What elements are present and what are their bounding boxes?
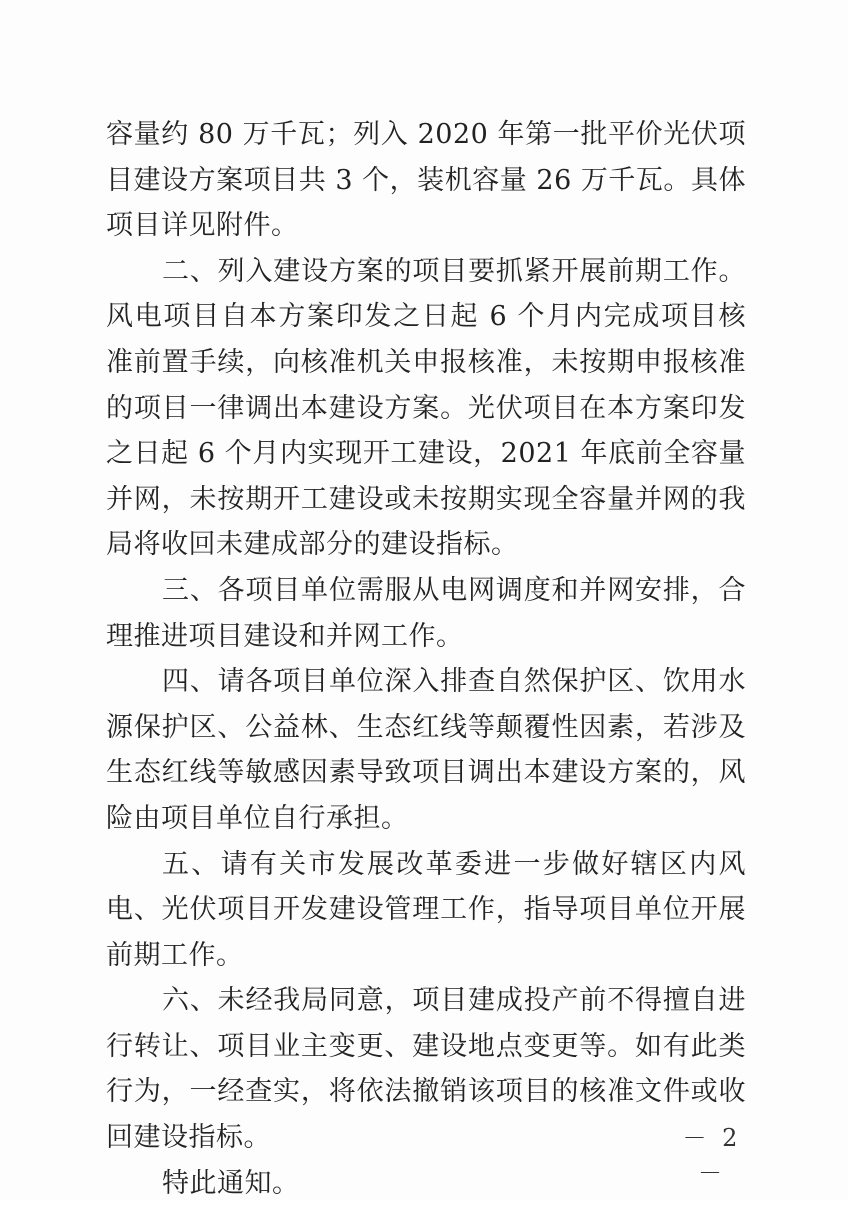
- page-number: － 2 －: [682, 1124, 742, 1187]
- paragraph-item-6-transfer-restriction: 六、未经我局同意，项目建成投产前不得擅自进行转让、项目业主变更、建设地点变更等。如有此类行为，一经查实，将依法撤销该项目的核准文件或收回建设指标。: [106, 985, 746, 1154]
- paragraph-item-3-grid-dispatch: 三、各项目单位需服从电网调度和并网安排，合理推进项目建设和并网工作。: [106, 574, 746, 652]
- paragraph-item-2-preliminary-work: 二、列入建设方案的项目要抓紧开展前期工作。风电项目自本方案印发之日起 6 个月内完成项目核准前置手续，向核准机关申报核准，未按期申报核准的项目一律调出本建设方案。光伏项目在本方案印发之日起 6 个月内实现开工建设，2021 年底前全容量并网，未按期开工建设或未按期实现全容量并网的我局将收回未建成部分的建设指标。: [106, 255, 746, 561]
- paragraph-item-4-ecological-check: 四、请各项目单位深入排查自然保护区、饮用水源保护区、公益林、生态红线等颠覆性因素，若涉及生态红线等敏感因素导致项目调出本建设方案的，风险由项目单位自行承担。: [106, 666, 746, 834]
- paragraph-closing: 特此通知。: [162, 1167, 300, 1199]
- paragraph-item-5-regional-management: 五、请有关市发展改革委进一步做好辖区内风电、光伏项目开发建设管理工作，指导项目单位开展前期工作。: [106, 848, 746, 971]
- paragraph-continuation: 容量约 80 万千瓦；列入 2020 年第一批平价光伏项目建设方案项目共 3 个，装机容量 26 万千瓦。具体项目详见附件。: [106, 119, 746, 242]
- document-body: [106, 112, 746, 1206]
